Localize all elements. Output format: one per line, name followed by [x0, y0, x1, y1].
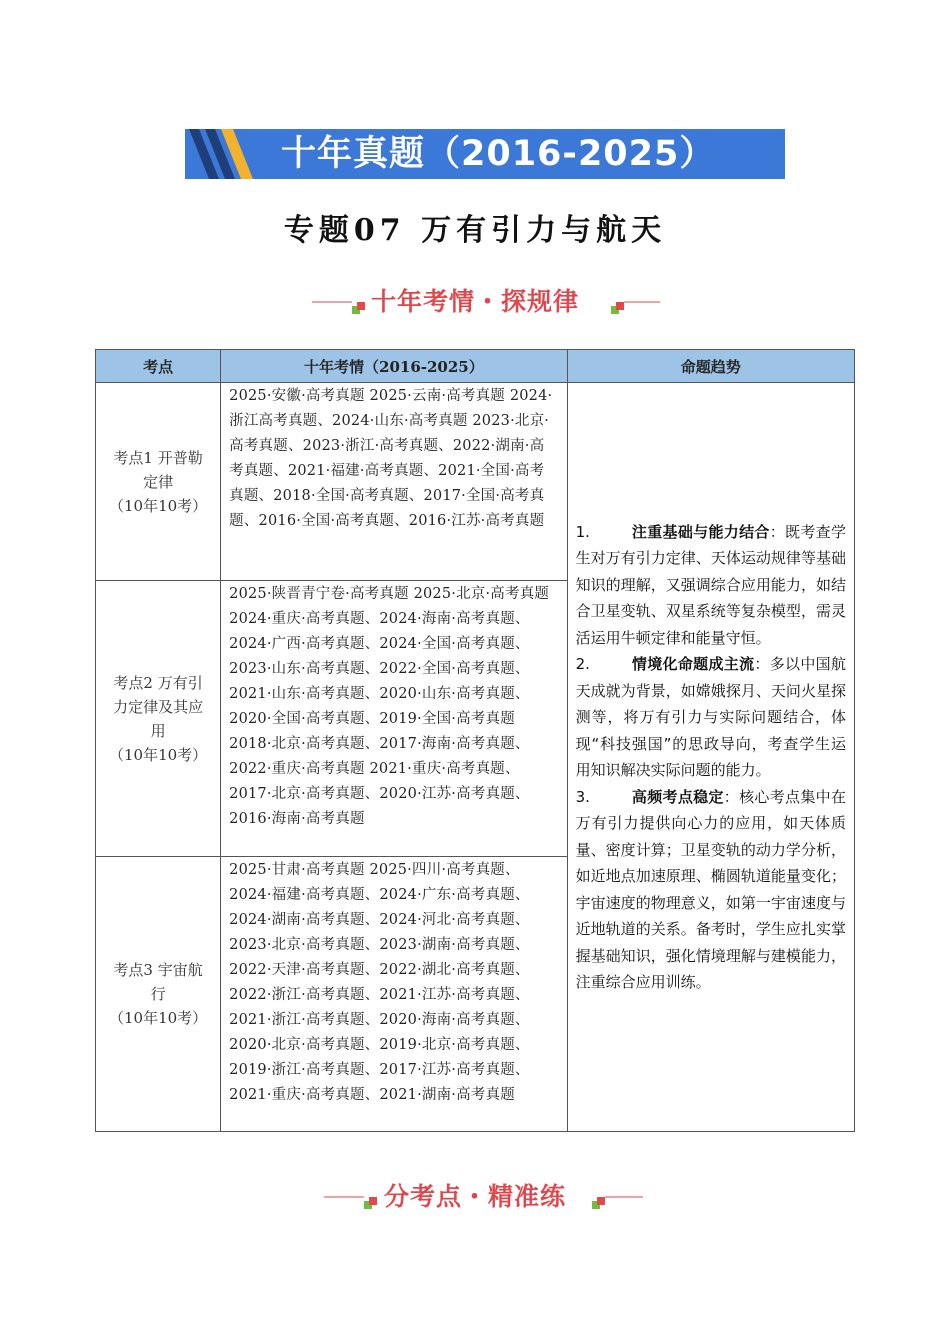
decor-square [597, 1197, 605, 1205]
point-cell [96, 383, 221, 581]
trend-item [576, 519, 846, 652]
banner-stripes-icon [185, 129, 275, 179]
section-header-trends [0, 282, 950, 322]
trend-number: 2. [575, 655, 590, 673]
table-row [96, 383, 855, 581]
section-title: 十年考情・探规律 [370, 287, 579, 316]
point-cell [96, 581, 221, 857]
topic-title: 专题07 万有引力与航天 [283, 213, 667, 248]
trend-item [576, 651, 846, 784]
point-count: （10年10考） [108, 745, 208, 764]
trend-cell [567, 383, 854, 1132]
decor-square [616, 302, 624, 310]
exam-list: 2025·安徽·高考真题 2025·云南·高考真题 2024·浙江高考真题、2024·山东·高考真题 2023·北京·高考真题、2023·浙江·高考真题、2022·湖南·高考真题、2021·福建·高考真题、2021·全国·高考真题、2018·全国·高考真题、2017·全国·高考真题、2016·全国·高考真题、2016·江苏·高考真题 [221, 383, 567, 581]
exam-list: 2025·陕晋青宁卷·高考真题 2025·北京·高考真题 2024·重庆·高考真题、2024·海南·高考真题、2024·广西·高考真题、2024·全国·高考真题、2023·山东·高考真题、2022·全国·高考真题、2021·山东·高考真题、2020·山东·高考真题、2020·全国·高考真题、2019·全国·高考真题 2018·北京·高考真题、2017·海南·高考真题、2022·重庆·高考真题 2021·重庆·高考真题、2017·北京·高考真题、2020·江苏·高考真题、2016·海南·高考真题 [221, 581, 567, 857]
point-name: 考点2 万有引力定律及其应用 [113, 673, 204, 740]
trend-number: 3. [575, 787, 590, 806]
trend-body: ：多以中国航天成就为背景，如嫦娥探月、天问火星探测等，将万有引力与实际问题结合，体现“科技强国”的思政导向，考查学生运用知识解决实际问题的能力。 [575, 655, 846, 779]
decor-line-right [605, 1196, 643, 1198]
section-title: 分考点・精准练 [383, 1182, 566, 1211]
trend-heading: 注重基础与能力结合 [631, 522, 770, 541]
point-cell [96, 857, 221, 1132]
exam-analysis-table [95, 349, 855, 1132]
trend-number: 1. [575, 522, 590, 541]
section-header-practice [0, 1177, 950, 1217]
header-point: 考点 [96, 350, 221, 383]
trend-heading: 情境化命题成主流 [631, 655, 755, 673]
point-count: （10年10考） [108, 496, 208, 515]
banner-title: 十年真题（2016-2025） [281, 134, 716, 174]
trend-item [576, 784, 846, 996]
header-exams: 十年考情（2016-2025） [221, 350, 567, 383]
trend-body: ：既考查学生对万有引力定律、天体运动规律等基础知识的理解，又强调综合应用能力，如结合卫星变轨、双星系统等复杂模型，需灵活运用牛顿定律和能量守恒。 [575, 522, 846, 647]
trend-body: ：核心考点集中在万有引力提供向心力的应用，如天体质量、密度计算；卫星变轨的动力学分析，如近地点加速原理、椭圆轨道能量变化；宇宙速度的物理意义，如第一宇宙速度与近地轨道的关系。备考时，学生应扎实掌握基础知识，强化情境理解与建模能力，注重综合应用训练。 [575, 787, 846, 991]
trend-heading: 高频考点稳定 [631, 787, 724, 806]
point-name: 考点1 开普勒定律 [113, 448, 203, 491]
header-trend: 命题趋势 [567, 350, 854, 383]
point-name: 考点3 宇宙航行 [113, 961, 203, 1003]
title-banner [185, 129, 785, 179]
point-count: （10年10考） [108, 1009, 208, 1027]
decor-line-right [624, 301, 660, 303]
table-header-row [96, 350, 855, 383]
exam-list: 2025·甘肃·高考真题 2025·四川·高考真题、2024·福建·高考真题、2024·广东·高考真题、2024·湖南·高考真题、2024·河北·高考真题、2023·北京·高考真题、2023·湖南·高考真题、2022·天津·高考真题、2022·湖北·高考真题、2022·浙江·高考真题、2021·江苏·高考真题、2021·浙江·高考真题、2020·海南·高考真题、2020·北京·高考真题、2019·北京·高考真题、2019·浙江·高考真题、2017·江苏·高考真题、2021·重庆·高考真题、2021·湖南·高考真题 [221, 857, 567, 1132]
